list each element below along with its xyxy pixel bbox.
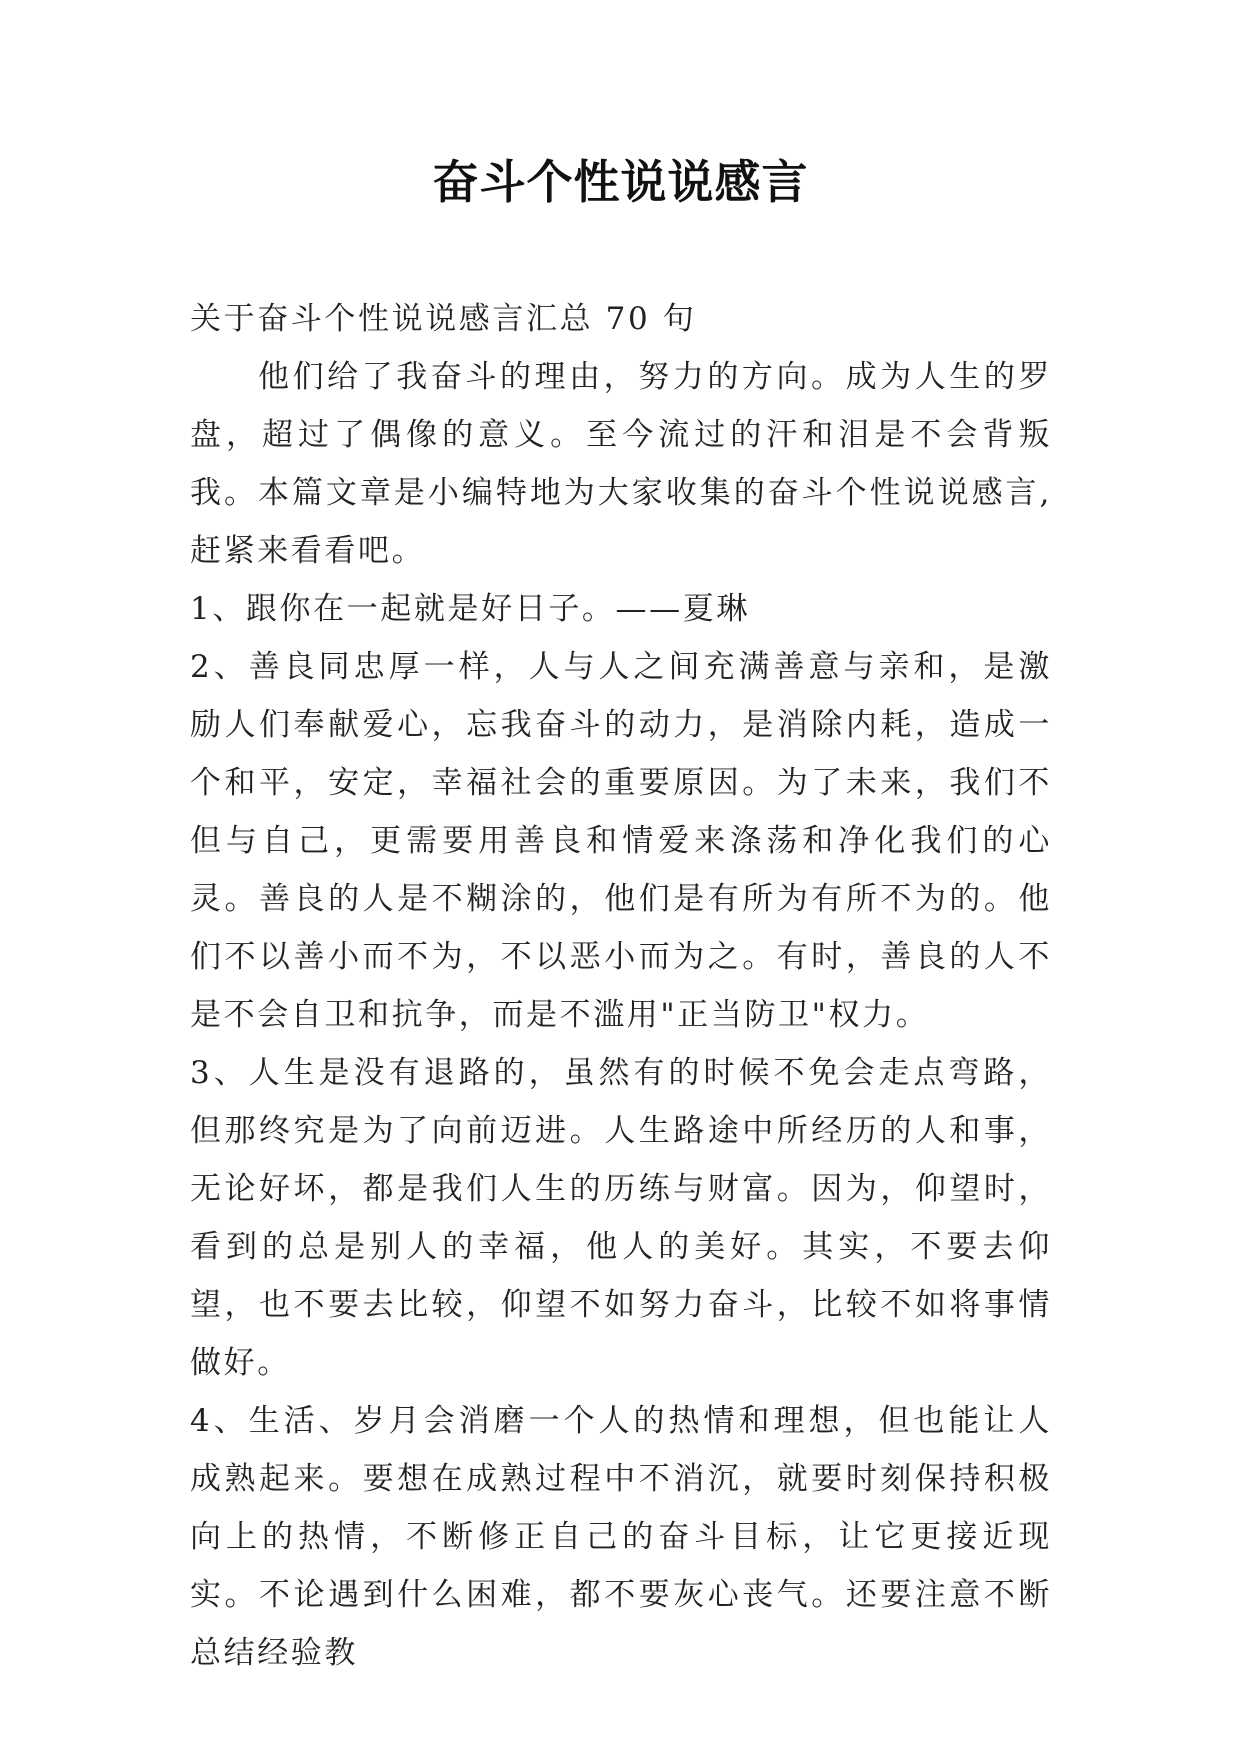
list-item: 1、跟你在一起就是好日子。——夏琳 bbox=[190, 591, 750, 627]
list-item: 2、善良同忠厚一样，人与人之间充满善意与亲和，是激励人们奉献爱心，忘我奋斗的动力，是消除内耗，造成一个和平，安定，幸福社会的重要原因。为了未来，我们不但与自己，更需要用善良和情爱来涤荡和净化我们的心灵。善良的人是不糊涂的，他们是有所为有所不为的。他们不以善小而不为，不以恶小而为之。有时，善良的人不是不会自卫和抗争，而是不滥用"正当防卫"权力。 bbox=[190, 649, 1052, 1033]
document-subtitle: 关于奋斗个性说说感言汇总 70 句 bbox=[190, 301, 697, 337]
document-body bbox=[190, 290, 1052, 1682]
intro-paragraph: 他们给了我奋斗的理由，努力的方向。成为人生的罗盘，超过了偶像的意义。至今流过的汗和泪是不会背叛我。本篇文章是小编特地为大家收集的奋斗个性说说感言,赶紧来看看吧。 bbox=[190, 359, 1052, 569]
list-item: 4、生活、岁月会消磨一个人的热情和理想，但也能让人成熟起来。要想在成熟过程中不消沉，就要时刻保持积极向上的热情，不断修正自己的奋斗目标，让它更接近现实。不论遇到什么困难，都不要灰心丧气。还要注意不断总结经验教 bbox=[190, 1403, 1052, 1671]
page-title: 奋斗个性说说感言 bbox=[432, 155, 809, 209]
list-item: 3、人生是没有退路的，虽然有的时候不免会走点弯路，但那终究是为了向前迈进。人生路途中所经历的人和事，无论好坏，都是我们人生的历练与财富。因为，仰望时，看到的总是别人的幸福，他人的美好。其实，不要去仰望，也不要去比较，仰望不如努力奋斗，比较不如将事情做好。 bbox=[190, 1055, 1052, 1381]
